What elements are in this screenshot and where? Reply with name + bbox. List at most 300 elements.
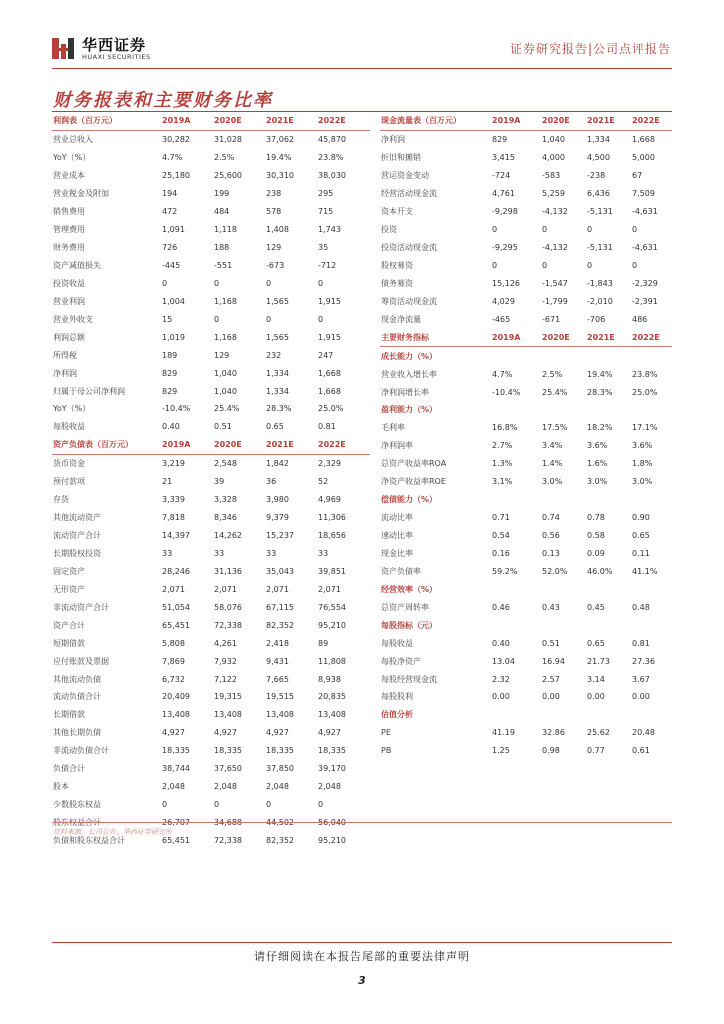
huaxi-logo-icon: [50, 35, 76, 61]
cell-value: 578: [266, 207, 282, 217]
cell-value: 39: [214, 477, 225, 487]
row-label: 营业税金及附加: [53, 189, 109, 199]
cell-value: 18,335: [214, 746, 242, 756]
cell-value: 3,219: [162, 459, 185, 469]
row-label: 筹资活动现金流: [381, 296, 437, 306]
row-label: 流动比率: [381, 513, 413, 523]
cell-value: 89: [318, 638, 329, 648]
cell-value: -4,132: [542, 243, 568, 253]
cell-value: 1.3%: [492, 459, 513, 469]
cell-value: 2021E: [266, 436, 318, 454]
table-row: [52, 778, 370, 796]
row-label: 折旧和摊销: [381, 153, 421, 163]
cell-value: 0.11: [632, 548, 650, 558]
table-row: [52, 545, 370, 563]
cell-value: [492, 347, 542, 365]
cell-value: 56,040: [318, 818, 346, 828]
row-label: 短期借款: [53, 638, 85, 648]
row-label: 经营效率（%）: [381, 584, 438, 594]
cell-value: 3.67: [632, 674, 650, 684]
cell-value: 2019A: [492, 328, 542, 346]
cell-value: 2,048: [318, 782, 341, 792]
cell-value: 26,707: [162, 818, 190, 828]
cell-value: 0.65: [266, 422, 284, 432]
cell-value: 20,835: [318, 692, 346, 702]
cell-value: 17.1%: [632, 423, 658, 433]
table-row: [52, 382, 370, 400]
cell-value: 37,062: [266, 135, 294, 145]
cell-value: 5,808: [162, 638, 185, 648]
row-label: 预付款项: [53, 477, 85, 487]
cell-value: [492, 616, 542, 634]
cell-value: 0.61: [632, 746, 650, 756]
cell-value: 829: [162, 368, 178, 378]
table-row: [52, 221, 370, 239]
cell-value: 34,688: [214, 818, 242, 828]
cell-value: 1,565: [266, 332, 289, 342]
cell-value: -4,631: [632, 207, 658, 217]
row-label: 营业利润: [53, 296, 85, 306]
cell-value: [632, 616, 672, 634]
cell-value: 17.5%: [542, 423, 568, 433]
cell-value: 41.1%: [632, 566, 658, 576]
cell-value: 4,000: [542, 153, 565, 163]
cell-value: 2022E: [632, 112, 672, 130]
cell-value: 3,415: [492, 153, 515, 163]
table-row: [380, 149, 672, 167]
header-divider: [52, 68, 672, 69]
cell-value: 0.65: [632, 531, 650, 541]
row-label: 货币资金: [53, 459, 85, 469]
cell-value: 0: [214, 278, 220, 288]
cell-value: 23.8%: [632, 369, 658, 379]
cell-value: 189: [162, 350, 178, 360]
cell-value: [587, 491, 632, 509]
cell-value: 0.74: [542, 513, 560, 523]
cell-value: 25.0%: [318, 404, 344, 414]
cell-value: 37,850: [266, 764, 294, 774]
table-row: [380, 562, 672, 580]
cell-value: 0: [632, 225, 638, 235]
cell-value: 2,071: [162, 584, 185, 594]
cell-value: 18.2%: [587, 423, 613, 433]
table-bottom-rule: [52, 822, 672, 823]
row-label: 速动比率: [381, 531, 413, 541]
cell-value: 199: [214, 189, 230, 199]
cell-value: 9,379: [266, 513, 289, 523]
row-label: 每股收益: [53, 422, 85, 432]
table-subheader-row: [380, 347, 672, 365]
cell-value: 38,030: [318, 171, 346, 181]
cell-value: 0: [266, 278, 272, 288]
cell-value: 0.16: [492, 548, 510, 558]
cell-value: 4,927: [214, 728, 237, 738]
cell-value: 58,076: [214, 602, 242, 612]
cell-value: [632, 706, 672, 724]
table-subheader-row: [380, 401, 672, 419]
cell-value: [542, 401, 587, 419]
cell-value: 3,339: [162, 495, 185, 505]
cell-value: 52.0%: [542, 566, 568, 576]
cell-value: 3.0%: [587, 477, 608, 487]
cell-value: 129: [266, 243, 282, 253]
cell-value: 0: [162, 278, 168, 288]
cell-value: [587, 347, 632, 365]
cell-value: 0: [542, 225, 548, 235]
cell-value: 59.2%: [492, 566, 518, 576]
cell-value: 0.81: [632, 638, 650, 648]
cell-value: 1,004: [162, 296, 185, 306]
table-row: [52, 688, 370, 706]
cell-value: 2,048: [266, 782, 289, 792]
row-label: 成长能力（%）: [381, 351, 438, 361]
cell-value: -4,631: [632, 243, 658, 253]
row-label: 股本: [53, 782, 69, 792]
cell-value: 72,338: [214, 620, 242, 630]
cell-value: 52: [318, 477, 329, 487]
table-row: [52, 257, 370, 275]
table-row: [380, 473, 672, 491]
row-label: 归属于母公司净利润: [53, 386, 125, 396]
cell-value: 4.7%: [162, 153, 183, 163]
cell-value: 472: [162, 207, 178, 217]
table-row: [52, 616, 370, 634]
table-row: [380, 527, 672, 545]
row-label: 每股经营现金流: [381, 674, 437, 684]
cell-value: 38,744: [162, 764, 190, 774]
cell-value: 4,927: [318, 728, 341, 738]
cell-value: 67,115: [266, 602, 294, 612]
cell-value: [632, 491, 672, 509]
cell-value: -465: [492, 314, 511, 324]
cell-value: 25.0%: [632, 387, 658, 397]
cell-value: 18,335: [162, 746, 190, 756]
cell-value: 0.00: [542, 692, 560, 702]
cell-value: 15: [162, 314, 173, 324]
cell-value: 1,668: [632, 135, 655, 145]
cell-value: 0: [318, 278, 324, 288]
row-label: 营运资金变动: [381, 171, 429, 181]
cell-value: 2021E: [587, 112, 632, 130]
row-label: PB: [381, 746, 392, 756]
row-label: 投资活动现金流: [381, 243, 437, 253]
cell-value: 7,665: [266, 674, 289, 684]
cell-value: 829: [492, 135, 508, 145]
cell-value: 32.86: [542, 728, 565, 738]
table-row: [380, 185, 672, 203]
cell-value: 65,451: [162, 620, 190, 630]
cell-value: 19,315: [214, 692, 242, 702]
cell-value: 0.77: [587, 746, 605, 756]
cell-value: 46.0%: [587, 566, 613, 576]
cell-value: 1.6%: [587, 459, 608, 469]
page-header: [0, 0, 724, 70]
table-row: [380, 724, 672, 742]
cell-value: 1,118: [214, 225, 237, 235]
cell-value: -9,298: [492, 207, 518, 217]
cell-value: 1,565: [266, 296, 289, 306]
cell-value: 0.78: [587, 513, 605, 523]
row-label: 财务费用: [53, 243, 85, 253]
cell-value: 33: [266, 548, 277, 558]
table-row: [52, 742, 370, 760]
cell-value: 0.51: [214, 422, 232, 432]
cell-value: 16.8%: [492, 423, 518, 433]
cell-value: 2020E: [214, 112, 266, 130]
cell-value: 2.5%: [214, 153, 235, 163]
cell-value: 0.46: [492, 602, 510, 612]
cell-value: 2021E: [266, 112, 318, 130]
row-label: 净利润率: [381, 441, 413, 451]
cell-value: -671: [542, 314, 561, 324]
report-type-label: 证券研究报告|公司点评报告: [509, 42, 671, 56]
cell-value: 484: [214, 207, 230, 217]
table-row: [52, 400, 370, 418]
cell-value: 18,656: [318, 531, 346, 541]
income-and-balance-table: [52, 112, 370, 849]
cell-value: 13,408: [318, 710, 346, 720]
cell-value: -712: [318, 260, 337, 270]
cell-value: 14,262: [214, 531, 242, 541]
row-label: 其他流动负债: [53, 674, 101, 684]
cell-value: 0: [492, 260, 498, 270]
cell-value: 3.6%: [587, 441, 608, 451]
row-label: 现金比率: [381, 548, 413, 558]
row-label: 长期股权投资: [53, 548, 101, 558]
table-row: [52, 473, 370, 491]
cell-value: 2.57: [542, 674, 560, 684]
cell-value: 0: [266, 314, 272, 324]
cell-value: 1,668: [318, 386, 341, 396]
cell-value: 1,168: [214, 296, 237, 306]
cell-value: 37,650: [214, 764, 242, 774]
row-label: 营业外收支: [53, 314, 93, 324]
cell-value: 1,168: [214, 332, 237, 342]
cell-value: 0: [318, 800, 324, 810]
row-label: 其他流动资产: [53, 513, 101, 523]
cell-value: 25.4%: [542, 387, 568, 397]
row-label: YoY（%）: [53, 153, 91, 163]
cell-value: [632, 401, 672, 419]
row-label: 资产合计: [53, 620, 85, 630]
cell-value: 0.81: [318, 422, 336, 432]
table-row: [52, 527, 370, 545]
cell-value: 0.40: [492, 638, 510, 648]
row-label: 非流动资产合计: [53, 602, 109, 612]
cell-value: 1,334: [266, 386, 289, 396]
cell-value: 31,028: [214, 135, 242, 145]
cell-value: [632, 580, 672, 598]
cell-value: 13,408: [266, 710, 294, 720]
cell-value: 194: [162, 189, 178, 199]
row-label: 营业收入增长率: [381, 369, 437, 379]
table-row: [52, 239, 370, 257]
cell-value: 76,554: [318, 602, 346, 612]
cell-value: [587, 401, 632, 419]
cell-value: 82,352: [266, 620, 294, 630]
row-label: 现金流量表（百万元）: [380, 112, 492, 130]
cell-value: 27.36: [632, 656, 655, 666]
table-row: [380, 509, 672, 527]
cell-value: 19.4%: [266, 153, 292, 163]
cell-value: [587, 580, 632, 598]
table-header-row: [52, 112, 370, 130]
cell-value: 3.14: [587, 674, 605, 684]
table-row: [52, 652, 370, 670]
cell-value: 2022E: [318, 112, 370, 130]
cell-value: 0: [318, 314, 324, 324]
cell-value: 1,915: [318, 332, 341, 342]
cell-value: [542, 347, 587, 365]
cell-value: 4,927: [162, 728, 185, 738]
cell-value: 51,054: [162, 602, 190, 612]
cell-value: 0.48: [632, 602, 650, 612]
cell-value: -706: [587, 314, 606, 324]
cell-value: 4,261: [214, 638, 237, 648]
row-label: 股权募资: [381, 260, 413, 270]
cell-value: 0.40: [162, 422, 180, 432]
cell-value: [587, 616, 632, 634]
table-row: [380, 455, 672, 473]
cell-value: -1,547: [542, 278, 568, 288]
table-subheader-row: [380, 616, 672, 634]
row-label: 长期借款: [53, 710, 85, 720]
row-label: 销售费用: [53, 207, 85, 217]
row-label: 总资产收益率ROA: [381, 459, 447, 469]
cell-value: [587, 706, 632, 724]
cell-value: 2020E: [542, 328, 587, 346]
table-row: [52, 130, 370, 148]
cell-value: 13,408: [162, 710, 190, 720]
row-label: 毛利率: [381, 423, 405, 433]
cell-value: 15,237: [266, 531, 294, 541]
cell-value: 1,334: [587, 135, 610, 145]
table-row: [380, 203, 672, 221]
cell-value: 0.58: [587, 531, 605, 541]
cell-value: 18,335: [318, 746, 346, 756]
cell-value: 7,122: [214, 674, 237, 684]
row-label: 应付账款及票据: [53, 656, 109, 666]
table-header-row: [380, 328, 672, 346]
row-label: 资产负债率: [381, 566, 421, 576]
cell-value: 1,040: [214, 368, 237, 378]
cell-value: 0.56: [542, 531, 560, 541]
cell-value: -10.4%: [162, 404, 191, 414]
table-row: [52, 670, 370, 688]
cell-value: -1,799: [542, 296, 568, 306]
cell-value: 0: [162, 800, 168, 810]
cell-value: 1.8%: [632, 459, 653, 469]
cell-value: 2021E: [587, 328, 632, 346]
table-subheader-row: [380, 706, 672, 724]
cell-value: -551: [214, 260, 233, 270]
cell-value: 7,932: [214, 656, 237, 666]
row-label: 盈利能力（%）: [381, 405, 438, 415]
cell-value: 486: [632, 314, 648, 324]
table-row: [380, 742, 672, 760]
cell-value: 67: [632, 171, 643, 181]
table-row: [380, 652, 672, 670]
cell-value: 3.6%: [632, 441, 653, 451]
cell-value: -724: [492, 171, 511, 181]
cell-value: 715: [318, 207, 334, 217]
cell-value: 829: [162, 386, 178, 396]
row-label: 总资产周转率: [381, 602, 429, 612]
row-label: 负债和股东权益合计: [53, 835, 125, 845]
row-label: 投资: [381, 225, 397, 235]
cell-value: 0: [632, 260, 638, 270]
cell-value: 8,346: [214, 513, 237, 523]
cashflow-and-ratio-table: [380, 112, 672, 760]
row-label: 利润表（百万元）: [52, 112, 162, 130]
row-label: 债务募资: [381, 278, 413, 288]
table-row: [52, 760, 370, 778]
cell-value: 1,019: [162, 332, 185, 342]
cell-value: 0.13: [542, 548, 560, 558]
row-label: 管理费用: [53, 225, 85, 235]
table-row: [52, 185, 370, 203]
cell-value: 0.65: [587, 638, 605, 648]
cell-value: 1.25: [492, 746, 510, 756]
row-label: 净利润: [53, 368, 77, 378]
cell-value: 6,436: [587, 189, 610, 199]
cell-value: 0.98: [542, 746, 560, 756]
cell-value: 0: [587, 225, 593, 235]
table-row: [380, 688, 672, 706]
table-row: [380, 419, 672, 437]
row-label: 流动负债合计: [53, 692, 101, 702]
cell-value: -583: [542, 171, 561, 181]
row-label: 偿债能力（%）: [381, 495, 438, 505]
row-label: 每股净资产: [381, 656, 421, 666]
table-row: [380, 365, 672, 383]
cell-value: 129: [214, 350, 230, 360]
cell-value: 16.94: [542, 656, 565, 666]
table-row: [52, 203, 370, 221]
table-row: [52, 328, 370, 346]
table-row: [380, 130, 672, 148]
cell-value: 23.8%: [318, 153, 344, 163]
cell-value: 2,071: [266, 584, 289, 594]
table-row: [52, 634, 370, 652]
table-row: [380, 221, 672, 239]
cell-value: 7,818: [162, 513, 185, 523]
table-row: [52, 562, 370, 580]
section-title: 财务报表和主要财务比率: [53, 90, 273, 111]
cell-value: [492, 580, 542, 598]
cell-value: 45,870: [318, 135, 346, 145]
cell-value: 0.90: [632, 513, 650, 523]
row-label: 营业总收入: [53, 135, 93, 145]
row-label: 经营活动现金流: [381, 189, 437, 199]
row-label: 资本开支: [381, 207, 413, 217]
cell-value: 5,000: [632, 153, 655, 163]
cell-value: 13.04: [492, 656, 515, 666]
cell-value: 0.00: [587, 692, 605, 702]
row-label: 负债合计: [53, 764, 85, 774]
cell-value: 4,029: [492, 296, 515, 306]
cell-value: 2022E: [318, 436, 370, 454]
cell-value: [492, 401, 542, 419]
row-label: 净利润: [381, 135, 405, 145]
cell-value: 30,282: [162, 135, 190, 145]
row-label: 无形资产: [53, 584, 85, 594]
source-note: 资料来源：公司公告，华西证券研究所: [53, 828, 172, 836]
cell-value: -1,843: [587, 278, 613, 288]
cell-value: 2019A: [162, 436, 214, 454]
cell-value: [542, 491, 587, 509]
cell-value: 0.45: [587, 602, 605, 612]
